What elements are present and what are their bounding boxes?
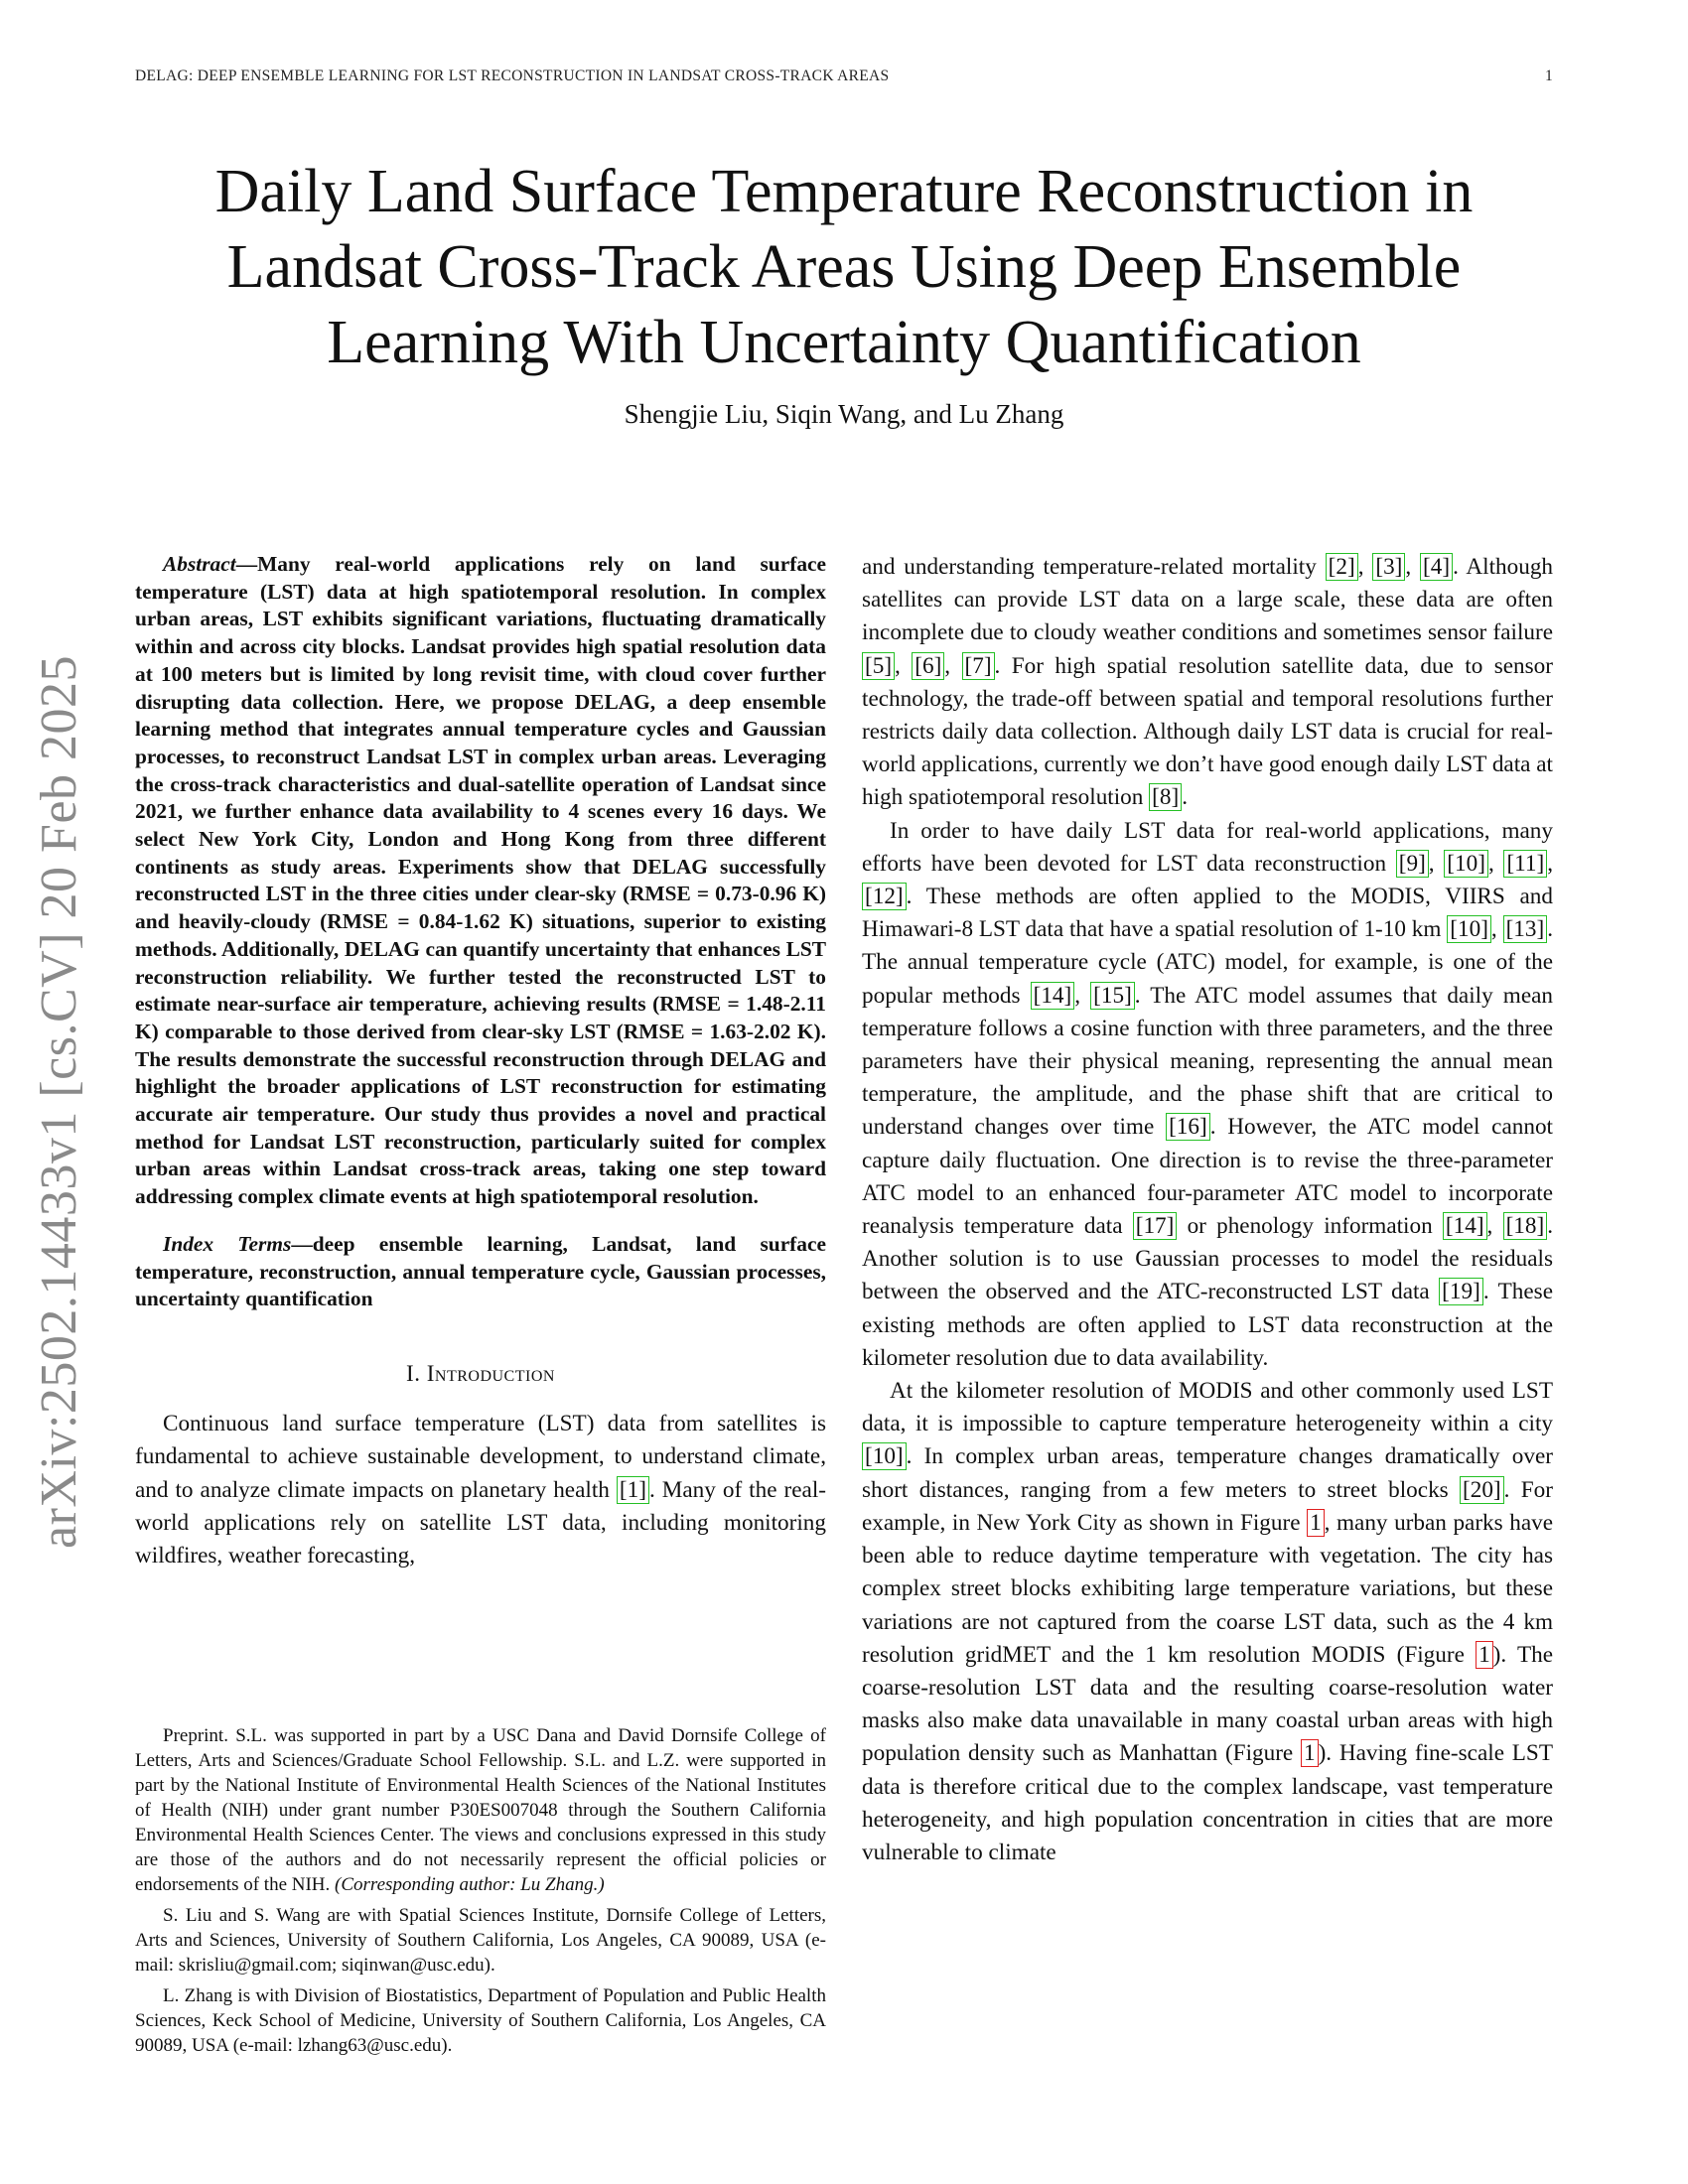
abstract [135,551,826,1211]
arxiv-stamp: arXiv:2502.14433v1 [cs.CV] 20 Feb 2025 [31,654,87,1549]
section-heading-introduction: I. Introduction [406,1360,555,1386]
citation-link[interactable]: [10] [862,1442,907,1470]
citation-link[interactable]: [17] [1133,1212,1178,1240]
citation-link[interactable]: [16] [1166,1113,1210,1141]
corresponding-author: (Corresponding author: Lu Zhang.) [335,1874,605,1895]
citation-link[interactable]: [18] [1503,1212,1548,1240]
index-terms-text: —deep ensemble learning, Landsat, land surface temperature, reconstruction, annual temperature cycle, Gaussian processes, uncertainty quantification [135,1231,826,1311]
citation-link[interactable]: [11] [1503,850,1547,878]
paper-title: Daily Land Surface Temperature Reconstruction in Landsat Cross-Track Areas Using Deep Ensemble Learning With Uncertainty Quantification [214,158,1474,376]
page-number: 1 [1544,68,1553,84]
citation-link[interactable]: [7] [962,652,995,680]
citation-link[interactable]: [6] [912,652,944,680]
author-list: Shengjie Liu, Siqin Wang, and Lu Zhang [624,399,1064,429]
citation-link[interactable]: [14] [1031,982,1075,1010]
intro-paragraph-4: At the kilometer resolution of MODIS and other commonly used LST data, it is impossible to capture temperature heterogeneity within a city [10] . In complex urban areas, temperature changes dramatically over short distances, ranging from a few meters to street blocks [20] . For example, in New York City as shown in Figure 1 , many urban parks have been able to reduce daytime temperature with vegetation. The city has complex street blocks exhibiting large temperature variations, but these variations are not captured from the coarse LST data, such as the 4 km resolution gridMET and the 1 km resolution MODIS (Figure 1 ). The coarse-resolution LST data and the resulting coarse-resolution water masks also make data unavailable in many coastal urban areas with high population density such as Manhattan (Figure 1 ). Having fine-scale LST data is therefore critical due to the complex landscape, vast temperature heterogeneity, and high population concentration in cities that are more vulnerable to climate [862,1378,1553,1865]
intro-paragraph-3: In order to have daily LST data for real-world applications, many efforts have been devoted for LST data reconstruction [9] , [10] , [11] , [12] . These methods are often applied to the MODIS, VIIRS and Himawari-8 LST data that have a spatial resolution of 1-10 km [10] , [13] . The annual temperature cycle (ATC) model, for example, is one of the popular methods [14] , [15] . The ATC model assumes that daily mean temperature follows a cosine function with three parameters, and the three parameters have their physical meaning, representing the annual mean temperature, the amplitude, and the phase shift that are critical to understand changes over time [16] . However, the ATC model cannot capture daily fluctuation. One direction is to revise the three-parameter ATC model to an enhanced four-parameter ATC model to incorporate reanalysis temperature data [17] or phenology information [14] , [18] . Another solution is to use Gaussian processes to model the residuals between the observed and the ATC-reconstructed LST data [19] . These existing methods are often applied to LST data reconstruction at the kilometer resolution due to data availability. [862,817,1554,1371]
footnote-affiliation-2: L. Zhang is with Division of Biostatistics, Department of Population and Public Health Sciences, Keck School of Medicine, University of Southern California, Los Angeles, CA 90089, USA (e-mail: lzhang63@usc.edu). [135,1985,826,2056]
citation-link[interactable]: [3] [1372,553,1405,581]
running-title: DELAG: DEEP ENSEMBLE LEARNING FOR LST RECONSTRUCTION IN LANDSAT CROSS-TRACK AREAS [135,68,890,84]
citation-link[interactable]: [13] [1503,915,1548,943]
index-terms [135,1231,826,1313]
citation-link[interactable]: [5] [862,652,895,680]
right-column [862,551,1553,1869]
intro-paragraph-1: Continuous land surface temperature (LST) data from satellites is fundamental to achieve sustainable development, to understand climate, and to analyze climate impacts on planetary health [1] . Many of the real-world applications rely on satellite LST data, including monitoring wildfires, weather forecasting, [135,1411,826,1569]
intro-paragraph-2: and understanding temperature-related mortality [2] , [3] , [4] . Although satellites can provide LST data on a large scale, these data are often incomplete due to cloudy weather conditions and sometimes sensor failure [5] , [6] , [7] . For high spatial resolution satellite data, due to sensor technology, the trade-off between spatial and temporal resolutions further restricts daily data collection. Although daily LST data is crucial for real-world applications, currently we don’t have good enough daily LST data at high spatiotemporal resolution [8] . [862,554,1554,811]
footnote-funding: Preprint. S.L. was supported in part by a USC Dana and David Dornsife College of Letters, Arts and Sciences/Graduate School Fellowship. S.L. and L.Z. were supported in part by the National Institute of Environmental Health Sciences of the National Institutes of Health (NIH) under grant number P30ES007048 through the Southern California Environmental Health Sciences Center. The views and conclusions expressed in this study are those of the authors and do not necessarily represent the official policies or endorsements of the NIH. (Corresponding author: Lu Zhang.) [135,1725,826,1895]
figure-reference-link[interactable]: 1 [1307,1509,1325,1537]
figure-reference-link[interactable]: 1 [1301,1739,1319,1767]
citation-link[interactable]: [2] [1326,553,1358,581]
citation-link[interactable]: [8] [1149,783,1182,811]
figure-reference-link[interactable]: 1 [1476,1641,1493,1669]
citation-link[interactable]: [10] [1444,850,1488,878]
citation-link[interactable]: [10] [1447,915,1491,943]
left-column [135,551,826,1572]
citation-link[interactable]: [15] [1090,982,1135,1010]
running-header [135,68,1553,85]
footnotes [135,1723,826,2064]
citation-link[interactable]: [4] [1420,553,1453,581]
citation-link[interactable]: [12] [862,883,907,910]
index-terms-lead: Index Terms [163,1231,292,1256]
citation-link[interactable]: [20] [1460,1476,1504,1504]
citation-link[interactable]: [14] [1443,1212,1487,1240]
citation-link[interactable]: [9] [1396,850,1429,878]
citation-link[interactable]: [19] [1439,1278,1483,1305]
abstract-lead: Abstract [163,552,236,576]
footnote-affiliation-1: S. Liu and S. Wang are with Spatial Sciences Institute, Dornsife College of Letters, Arts and Sciences, University of Southern California, Los Angeles, CA 90089, USA (e-mail: skrisliu@gmail.com; siqinwan@usc.edu). [135,1905,826,1976]
abstract-text: —Many real-world applications rely on land surface temperature (LST) data at high spatiotemporal resolution. In complex urban areas, LST exhibits significant variations, fluctuating dramatically within and across city blocks. Landsat provides high spatial resolution data at 100 meters but is limited by long revisit time, with cloud cover further disrupting data collection. Here, we propose DELAG, a deep ensemble learning method that integrates annual temperature cycles and Gaussian processes, to reconstruct Landsat LST in complex urban areas. Leveraging the cross-track characteristics and dual-satellite operation of Landsat since 2021, we further enhance data availability to 4 scenes every 16 days. We select New York City, London and Hong Kong from three different continents as study areas. Experiments show that DELAG successfully reconstructed LST in the three cities under clear-sky (RMSE = 0.73-0.96 K) and heavily-cloudy (RMSE = 0.84-1.62 K) situations, superior to existing methods. Additionally, DELAG can quantify uncertainty that enhances LST reconstruction reliability. We further tested the reconstructed LST to estimate near-surface air temperature, achieving results (RMSE = 1.48-2.11 K) comparable to those derived from clear-sky LST (RMSE = 1.63-2.02 K). The results demonstrate the successful reconstruction through DELAG and highlight the broader applications of LST reconstruction for estimating accurate air temperature. Our study thus provides a novel and practical method for Landsat LST reconstruction, particularly suited for complex urban areas within Landsat cross-track areas, taking one step toward addressing complex climate events at high spatiotemporal resolution. [135,552,826,1209]
citation-link[interactable]: [1] [617,1476,649,1504]
